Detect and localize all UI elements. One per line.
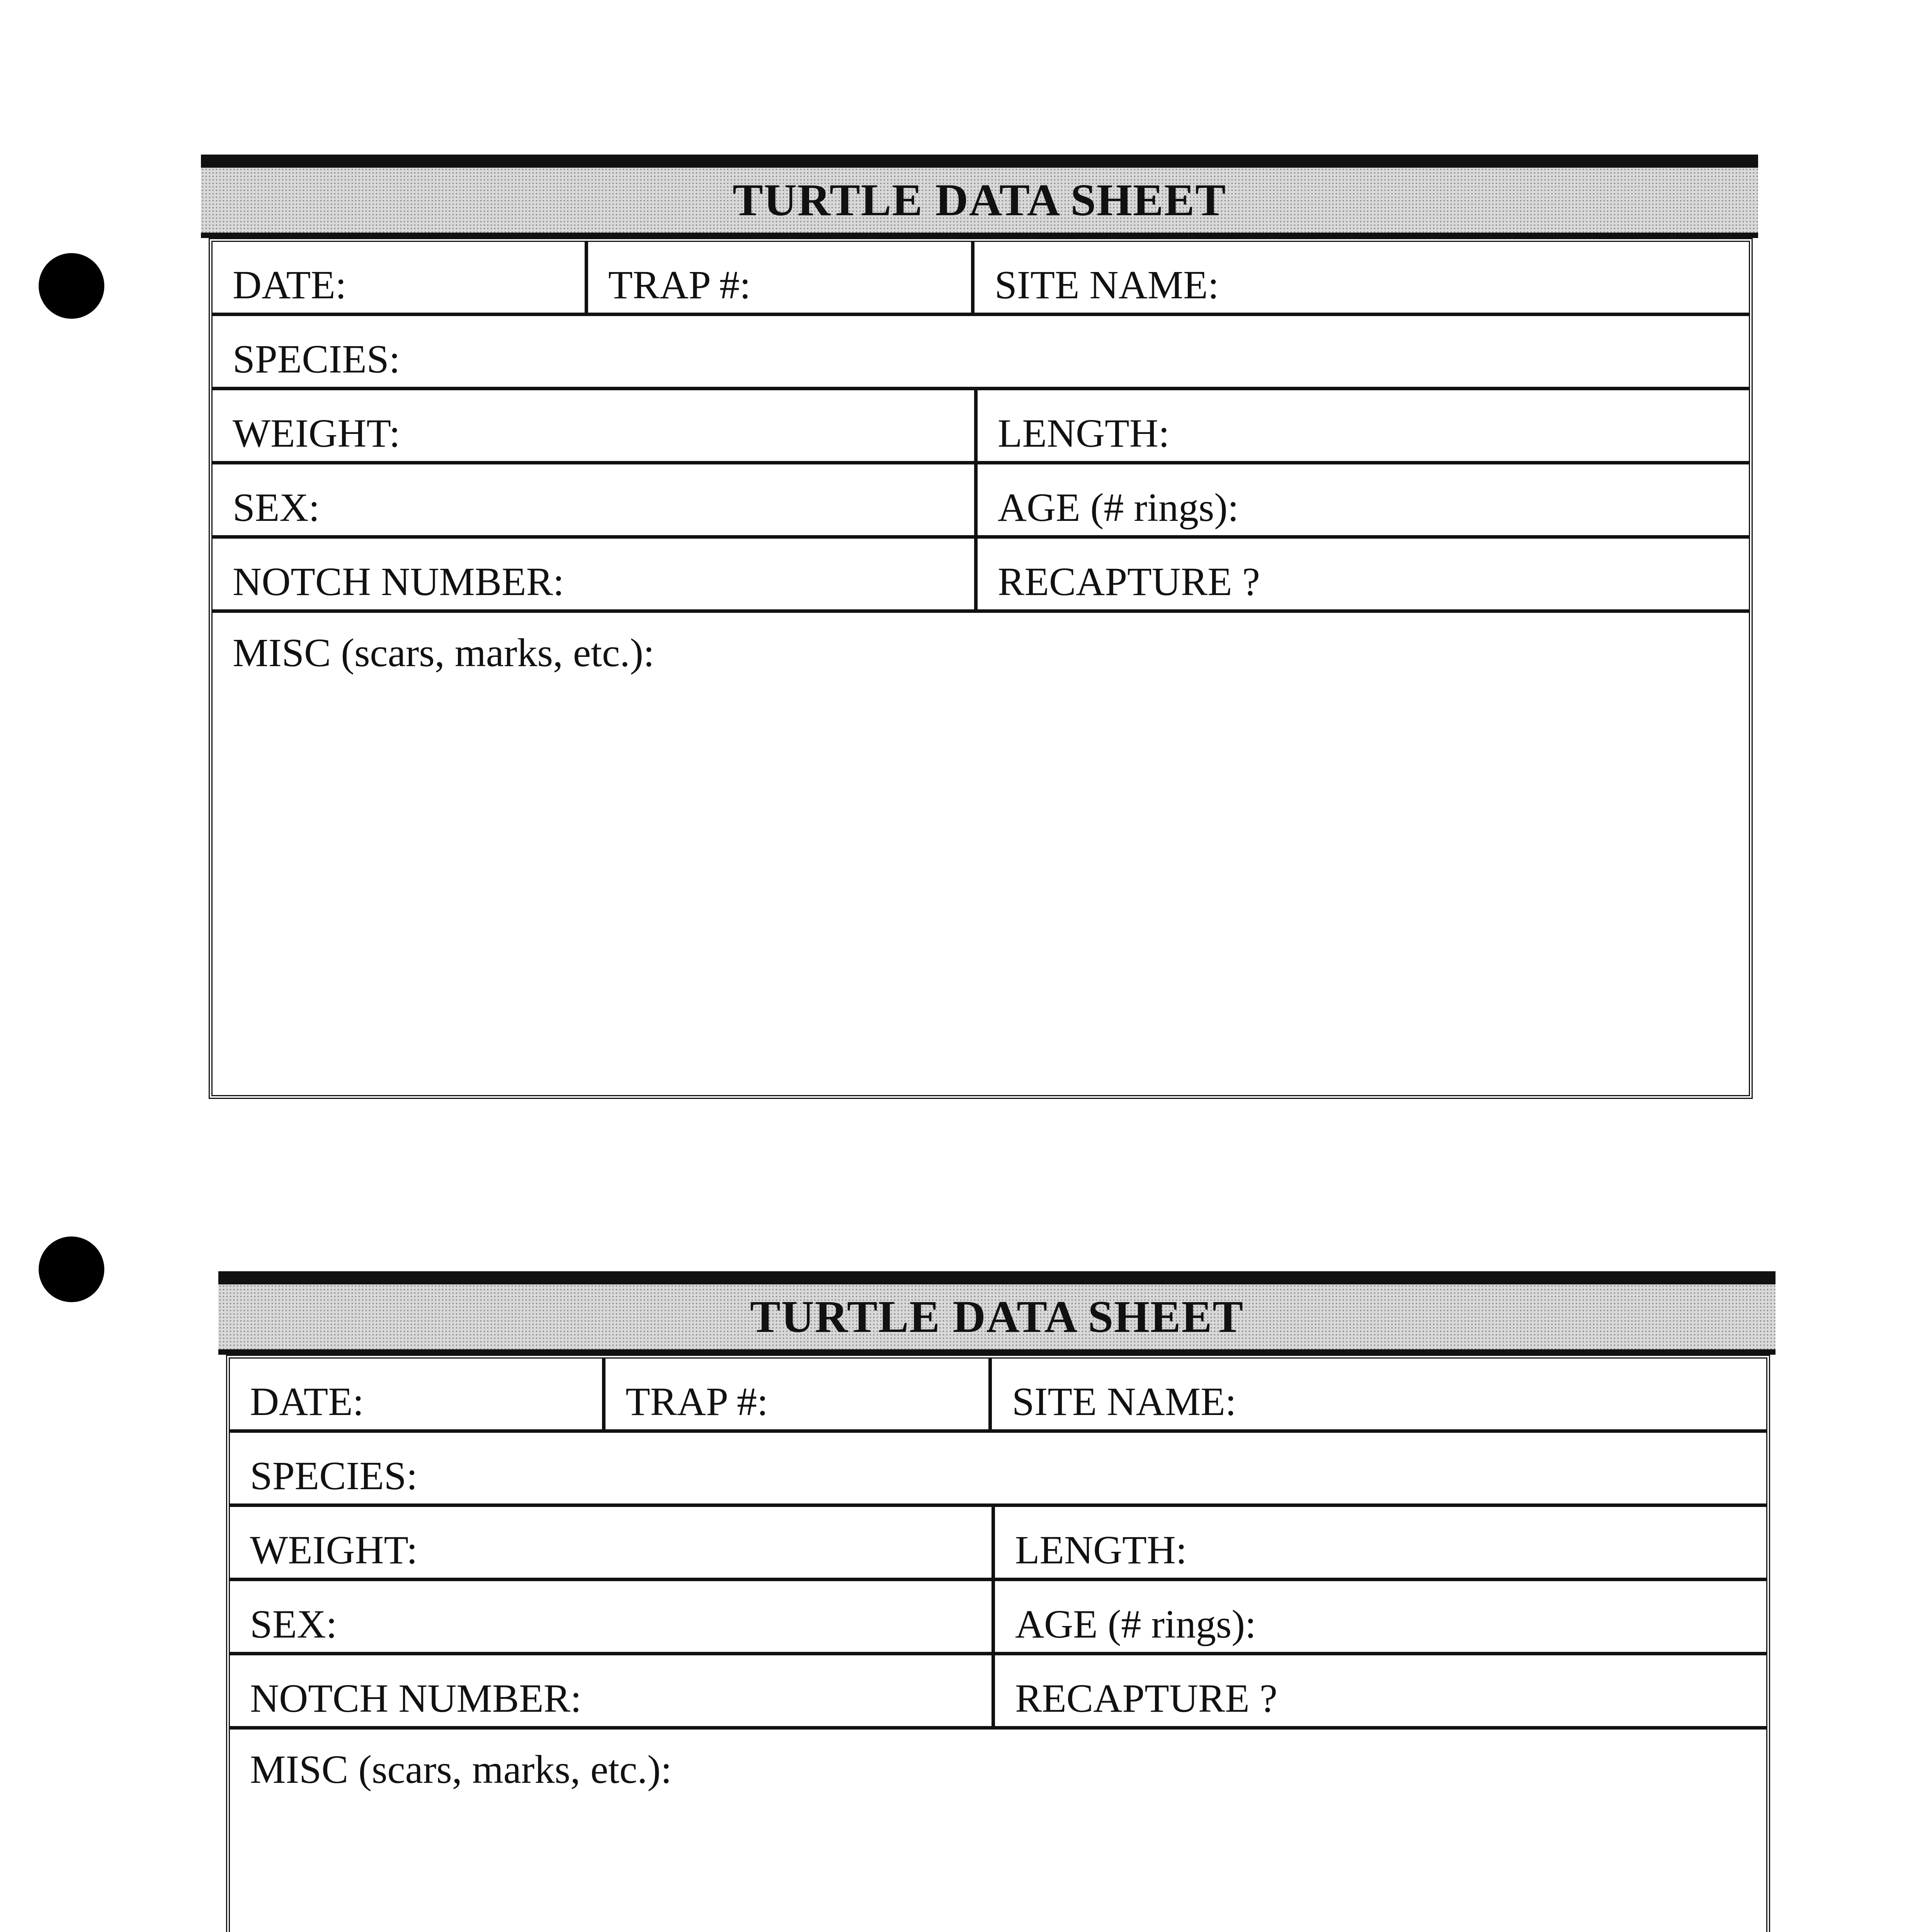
species-label: SPECIES: xyxy=(250,1454,418,1498)
turtle-data-sheet-2 xyxy=(218,1271,1776,1932)
form-box xyxy=(209,238,1753,1099)
form-row-sex xyxy=(213,464,1749,539)
trap-label: TRAP #: xyxy=(608,263,751,307)
title-underline xyxy=(218,1349,1776,1355)
form-row-sex xyxy=(230,1581,1766,1655)
notch-number-field[interactable] xyxy=(213,539,978,609)
site-name-field[interactable] xyxy=(975,242,1219,313)
notch-number-label: NOTCH NUMBER: xyxy=(233,560,565,604)
sex-field[interactable] xyxy=(230,1581,995,1652)
site-name-field[interactable] xyxy=(992,1359,1236,1429)
form-row-notch xyxy=(230,1655,1766,1730)
form-row-notch xyxy=(213,539,1749,613)
sex-label: SEX: xyxy=(250,1602,337,1646)
sex-field[interactable] xyxy=(213,464,978,535)
header-bar xyxy=(201,155,1758,168)
length-label: LENGTH: xyxy=(998,411,1170,456)
date-label: DATE: xyxy=(233,263,347,307)
date-label: DATE: xyxy=(250,1379,364,1424)
trap-label: TRAP #: xyxy=(626,1379,768,1424)
species-label: SPECIES: xyxy=(233,337,400,381)
length-label: LENGTH: xyxy=(1015,1528,1187,1572)
age-label: AGE (# rings): xyxy=(1015,1602,1256,1646)
binder-hole-top xyxy=(39,253,104,319)
title-underline xyxy=(201,233,1758,238)
length-field[interactable] xyxy=(995,1507,1187,1578)
misc-label: MISC (scars, marks, etc.): xyxy=(233,631,655,675)
form-row-species xyxy=(230,1433,1766,1507)
weight-field[interactable] xyxy=(213,390,978,461)
misc-field[interactable] xyxy=(230,1730,1766,1932)
trap-field[interactable] xyxy=(605,1359,992,1429)
sheet-title: TURTLE DATA SHEET xyxy=(750,1291,1244,1342)
species-field[interactable] xyxy=(213,316,1749,387)
notch-number-field[interactable] xyxy=(230,1655,995,1726)
date-field[interactable] xyxy=(230,1359,605,1429)
misc-label: MISC (scars, marks, etc.): xyxy=(250,1747,672,1792)
title-band xyxy=(218,1284,1776,1349)
form-row-date xyxy=(230,1359,1766,1433)
sex-label: SEX: xyxy=(233,485,320,530)
form-row-date xyxy=(213,242,1749,316)
recapture-label: RECAPTURE ? xyxy=(1015,1676,1277,1721)
form-row-species xyxy=(213,316,1749,390)
recapture-label: RECAPTURE ? xyxy=(998,560,1260,604)
weight-field[interactable] xyxy=(230,1507,995,1578)
trap-field[interactable] xyxy=(588,242,975,313)
length-field[interactable] xyxy=(978,390,1170,461)
binder-hole-middle xyxy=(39,1236,104,1302)
form-row-weight xyxy=(213,390,1749,464)
site-name-label: SITE NAME: xyxy=(995,263,1219,307)
weight-label: WEIGHT: xyxy=(250,1528,418,1572)
notch-number-label: NOTCH NUMBER: xyxy=(250,1676,582,1721)
header-bar xyxy=(218,1271,1776,1284)
date-field[interactable] xyxy=(213,242,588,313)
age-field[interactable] xyxy=(978,464,1239,535)
age-field[interactable] xyxy=(995,1581,1256,1652)
turtle-data-sheet-1 xyxy=(201,155,1758,1099)
age-label: AGE (# rings): xyxy=(998,485,1239,530)
recapture-field[interactable] xyxy=(978,539,1260,609)
form-row-weight xyxy=(230,1507,1766,1581)
sheet-title: TURTLE DATA SHEET xyxy=(733,175,1226,225)
weight-label: WEIGHT: xyxy=(233,411,400,456)
form-box xyxy=(226,1355,1770,1932)
site-name-label: SITE NAME: xyxy=(1012,1379,1236,1424)
title-band xyxy=(201,168,1758,233)
species-field[interactable] xyxy=(230,1433,1766,1503)
misc-field[interactable] xyxy=(213,613,1749,1100)
recapture-field[interactable] xyxy=(995,1655,1277,1726)
